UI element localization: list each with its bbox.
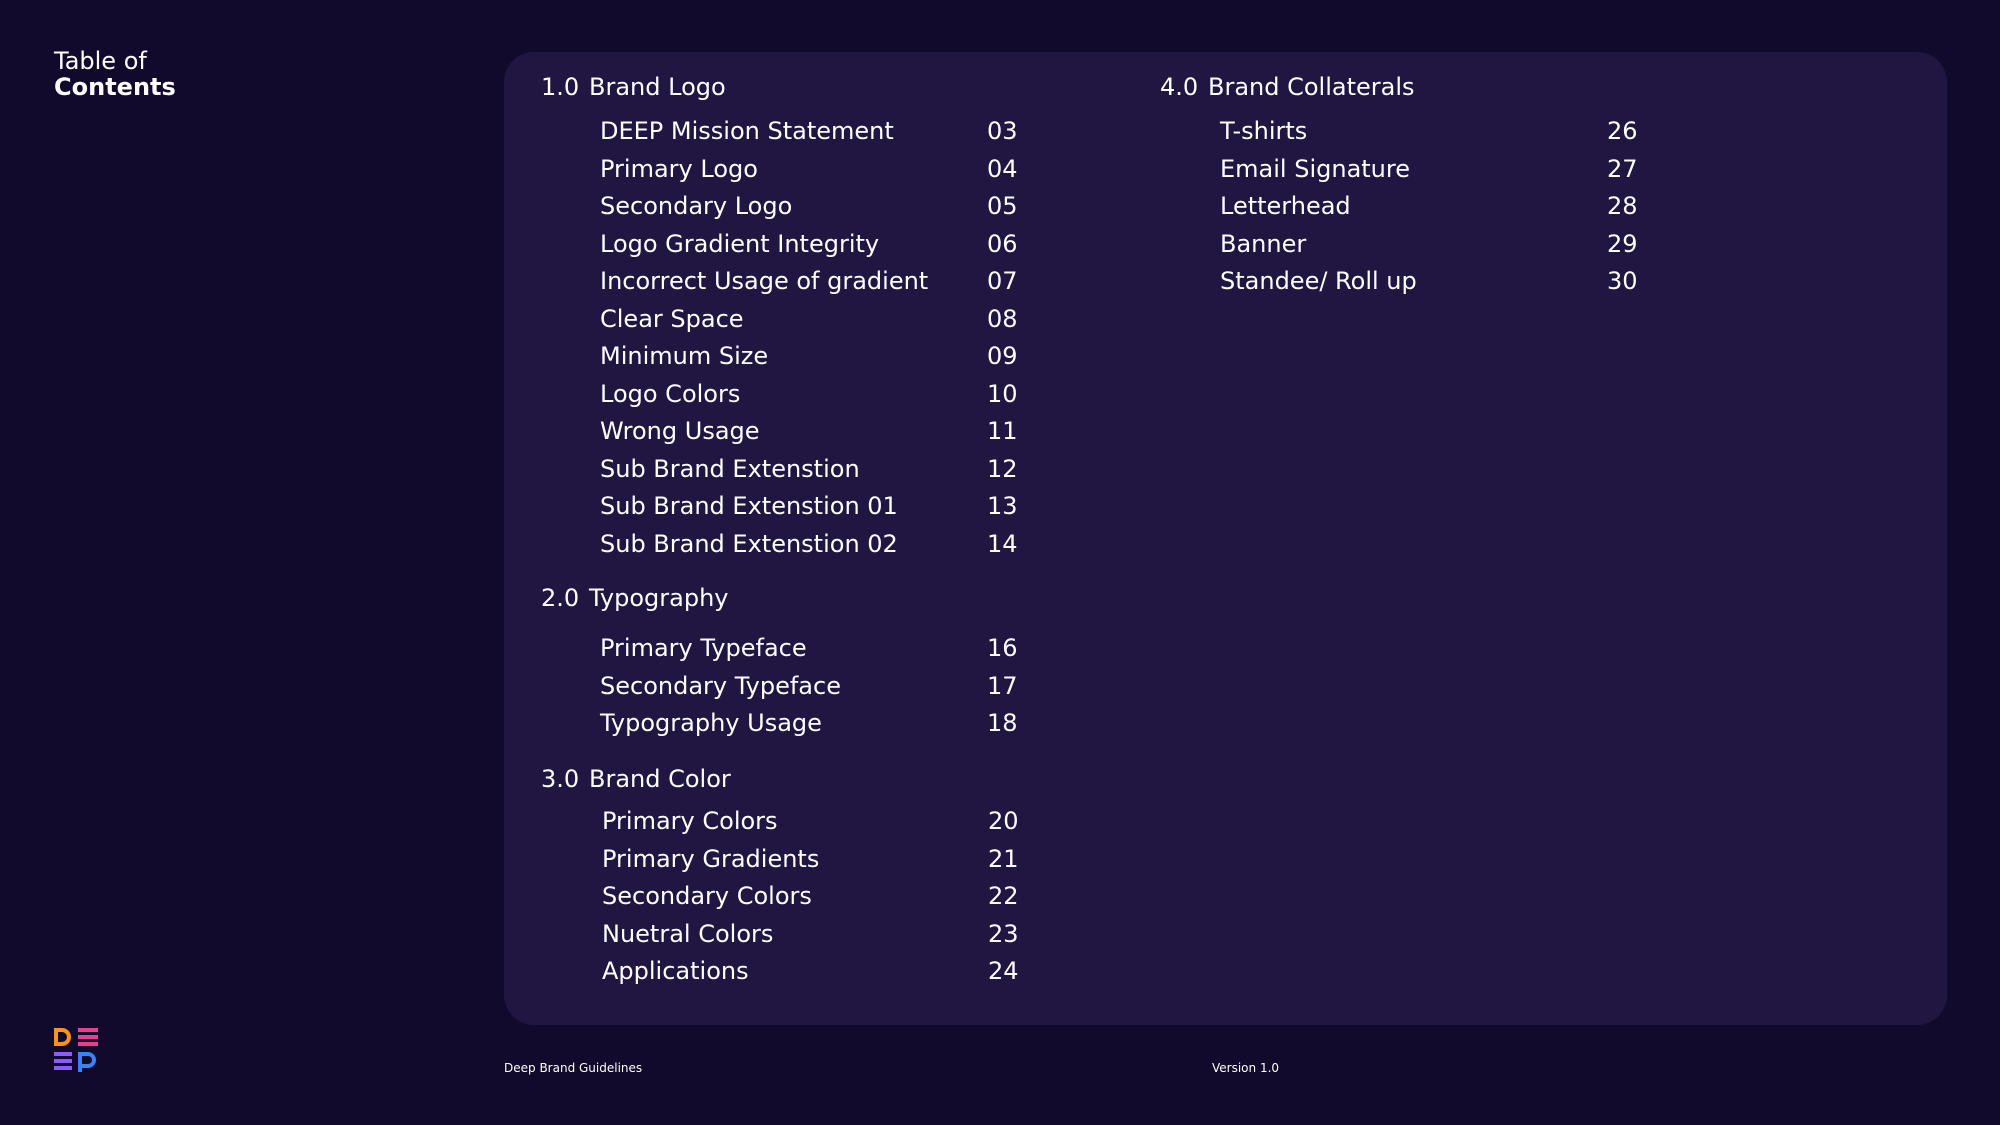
toc-item-label[interactable]: Primary Logo <box>600 155 758 183</box>
section-title: Brand Logo <box>589 73 726 101</box>
toc-item-label[interactable]: Primary Typeface <box>600 634 807 662</box>
toc-item-page: 05 <box>987 192 1018 220</box>
section-title: Typography <box>589 584 729 612</box>
toc-item-page: 12 <box>987 455 1018 483</box>
toc-item-label[interactable]: Minimum Size <box>600 342 769 370</box>
toc-item-label[interactable]: Sub Brand Extenstion 02 <box>600 530 898 558</box>
section-title: Brand Collaterals <box>1208 73 1415 101</box>
toc-item-page: 24 <box>988 957 1019 985</box>
section-heading-brand-logo[interactable] <box>541 73 726 101</box>
toc-item-label[interactable]: DEEP Mission Statement <box>600 117 894 145</box>
page-title-line1: Table of <box>54 47 147 75</box>
section-heading-brand-collaterals[interactable] <box>1160 73 1415 101</box>
section-number: 4.0 <box>1160 73 1199 101</box>
toc-item-page: 27 <box>1607 155 1638 183</box>
toc-item-label[interactable]: Clear Space <box>600 305 744 333</box>
toc-item-page: 20 <box>988 807 1019 835</box>
footer-document-title: Deep Brand Guidelines <box>504 1061 643 1075</box>
toc-item-page: 03 <box>987 117 1018 145</box>
toc-item-page: 28 <box>1607 192 1638 220</box>
page-title <box>54 48 176 100</box>
section-number: 2.0 <box>541 584 580 612</box>
toc-item-page: 26 <box>1607 117 1638 145</box>
toc-item-label[interactable]: Sub Brand Extenstion 01 <box>600 492 898 520</box>
footer-version: Version 1.0 <box>1212 1061 1280 1075</box>
toc-panel <box>504 52 1947 1025</box>
toc-item-page: 18 <box>987 709 1018 737</box>
toc-item-label[interactable]: Sub Brand Extenstion <box>600 455 860 483</box>
toc-item-page: 30 <box>1607 267 1638 295</box>
toc-item-label[interactable]: Standee/ Roll up <box>1220 267 1417 295</box>
section-title: Brand Color <box>589 765 731 793</box>
toc-item-label[interactable]: Secondary Colors <box>602 882 812 910</box>
toc-item-page: 11 <box>987 417 1018 445</box>
deep-logo-icon <box>54 1028 98 1072</box>
toc-item-label[interactable]: Incorrect Usage of gradient <box>600 267 929 295</box>
toc-item-label[interactable]: Typography Usage <box>600 709 822 737</box>
section-number: 3.0 <box>541 765 580 793</box>
toc-item-page: 04 <box>987 155 1018 183</box>
toc-item-page: 29 <box>1607 230 1638 258</box>
toc-item-label[interactable]: Nuetral Colors <box>602 920 774 948</box>
toc-item-page: 06 <box>987 230 1018 258</box>
section-number: 1.0 <box>541 73 580 101</box>
toc-item-label[interactable]: Banner <box>1220 230 1307 258</box>
toc-item-page: 16 <box>987 634 1018 662</box>
toc-item-page: 22 <box>988 882 1019 910</box>
toc-item-page: 10 <box>987 380 1018 408</box>
page-title-line2: Contents <box>54 73 176 101</box>
toc-item-label[interactable]: Secondary Logo <box>600 192 793 220</box>
section-heading-brand-color[interactable] <box>541 765 731 793</box>
toc-item-page: 09 <box>987 342 1018 370</box>
toc-item-page: 23 <box>988 920 1019 948</box>
toc-item-label[interactable]: Primary Colors <box>602 807 778 835</box>
toc-item-label[interactable]: Logo Gradient Integrity <box>600 230 880 258</box>
toc-item-label[interactable]: Email Signature <box>1220 155 1410 183</box>
toc-item-label[interactable]: T-shirts <box>1220 117 1308 145</box>
toc-item-label[interactable]: Letterhead <box>1220 192 1351 220</box>
toc-item-label[interactable]: Primary Gradients <box>602 845 820 873</box>
toc-item-page: 14 <box>987 530 1018 558</box>
section-heading-typography[interactable] <box>541 584 729 612</box>
toc-item-label[interactable]: Wrong Usage <box>600 417 760 445</box>
toc-item-page: 21 <box>988 845 1019 873</box>
toc-item-page: 08 <box>987 305 1018 333</box>
toc-item-page: 17 <box>987 672 1018 700</box>
toc-item-page: 13 <box>987 492 1018 520</box>
toc-item-label[interactable]: Applications <box>602 957 749 985</box>
toc-item-label[interactable]: Secondary Typeface <box>600 672 841 700</box>
toc-item-page: 07 <box>987 267 1018 295</box>
toc-item-label[interactable]: Logo Colors <box>600 380 741 408</box>
